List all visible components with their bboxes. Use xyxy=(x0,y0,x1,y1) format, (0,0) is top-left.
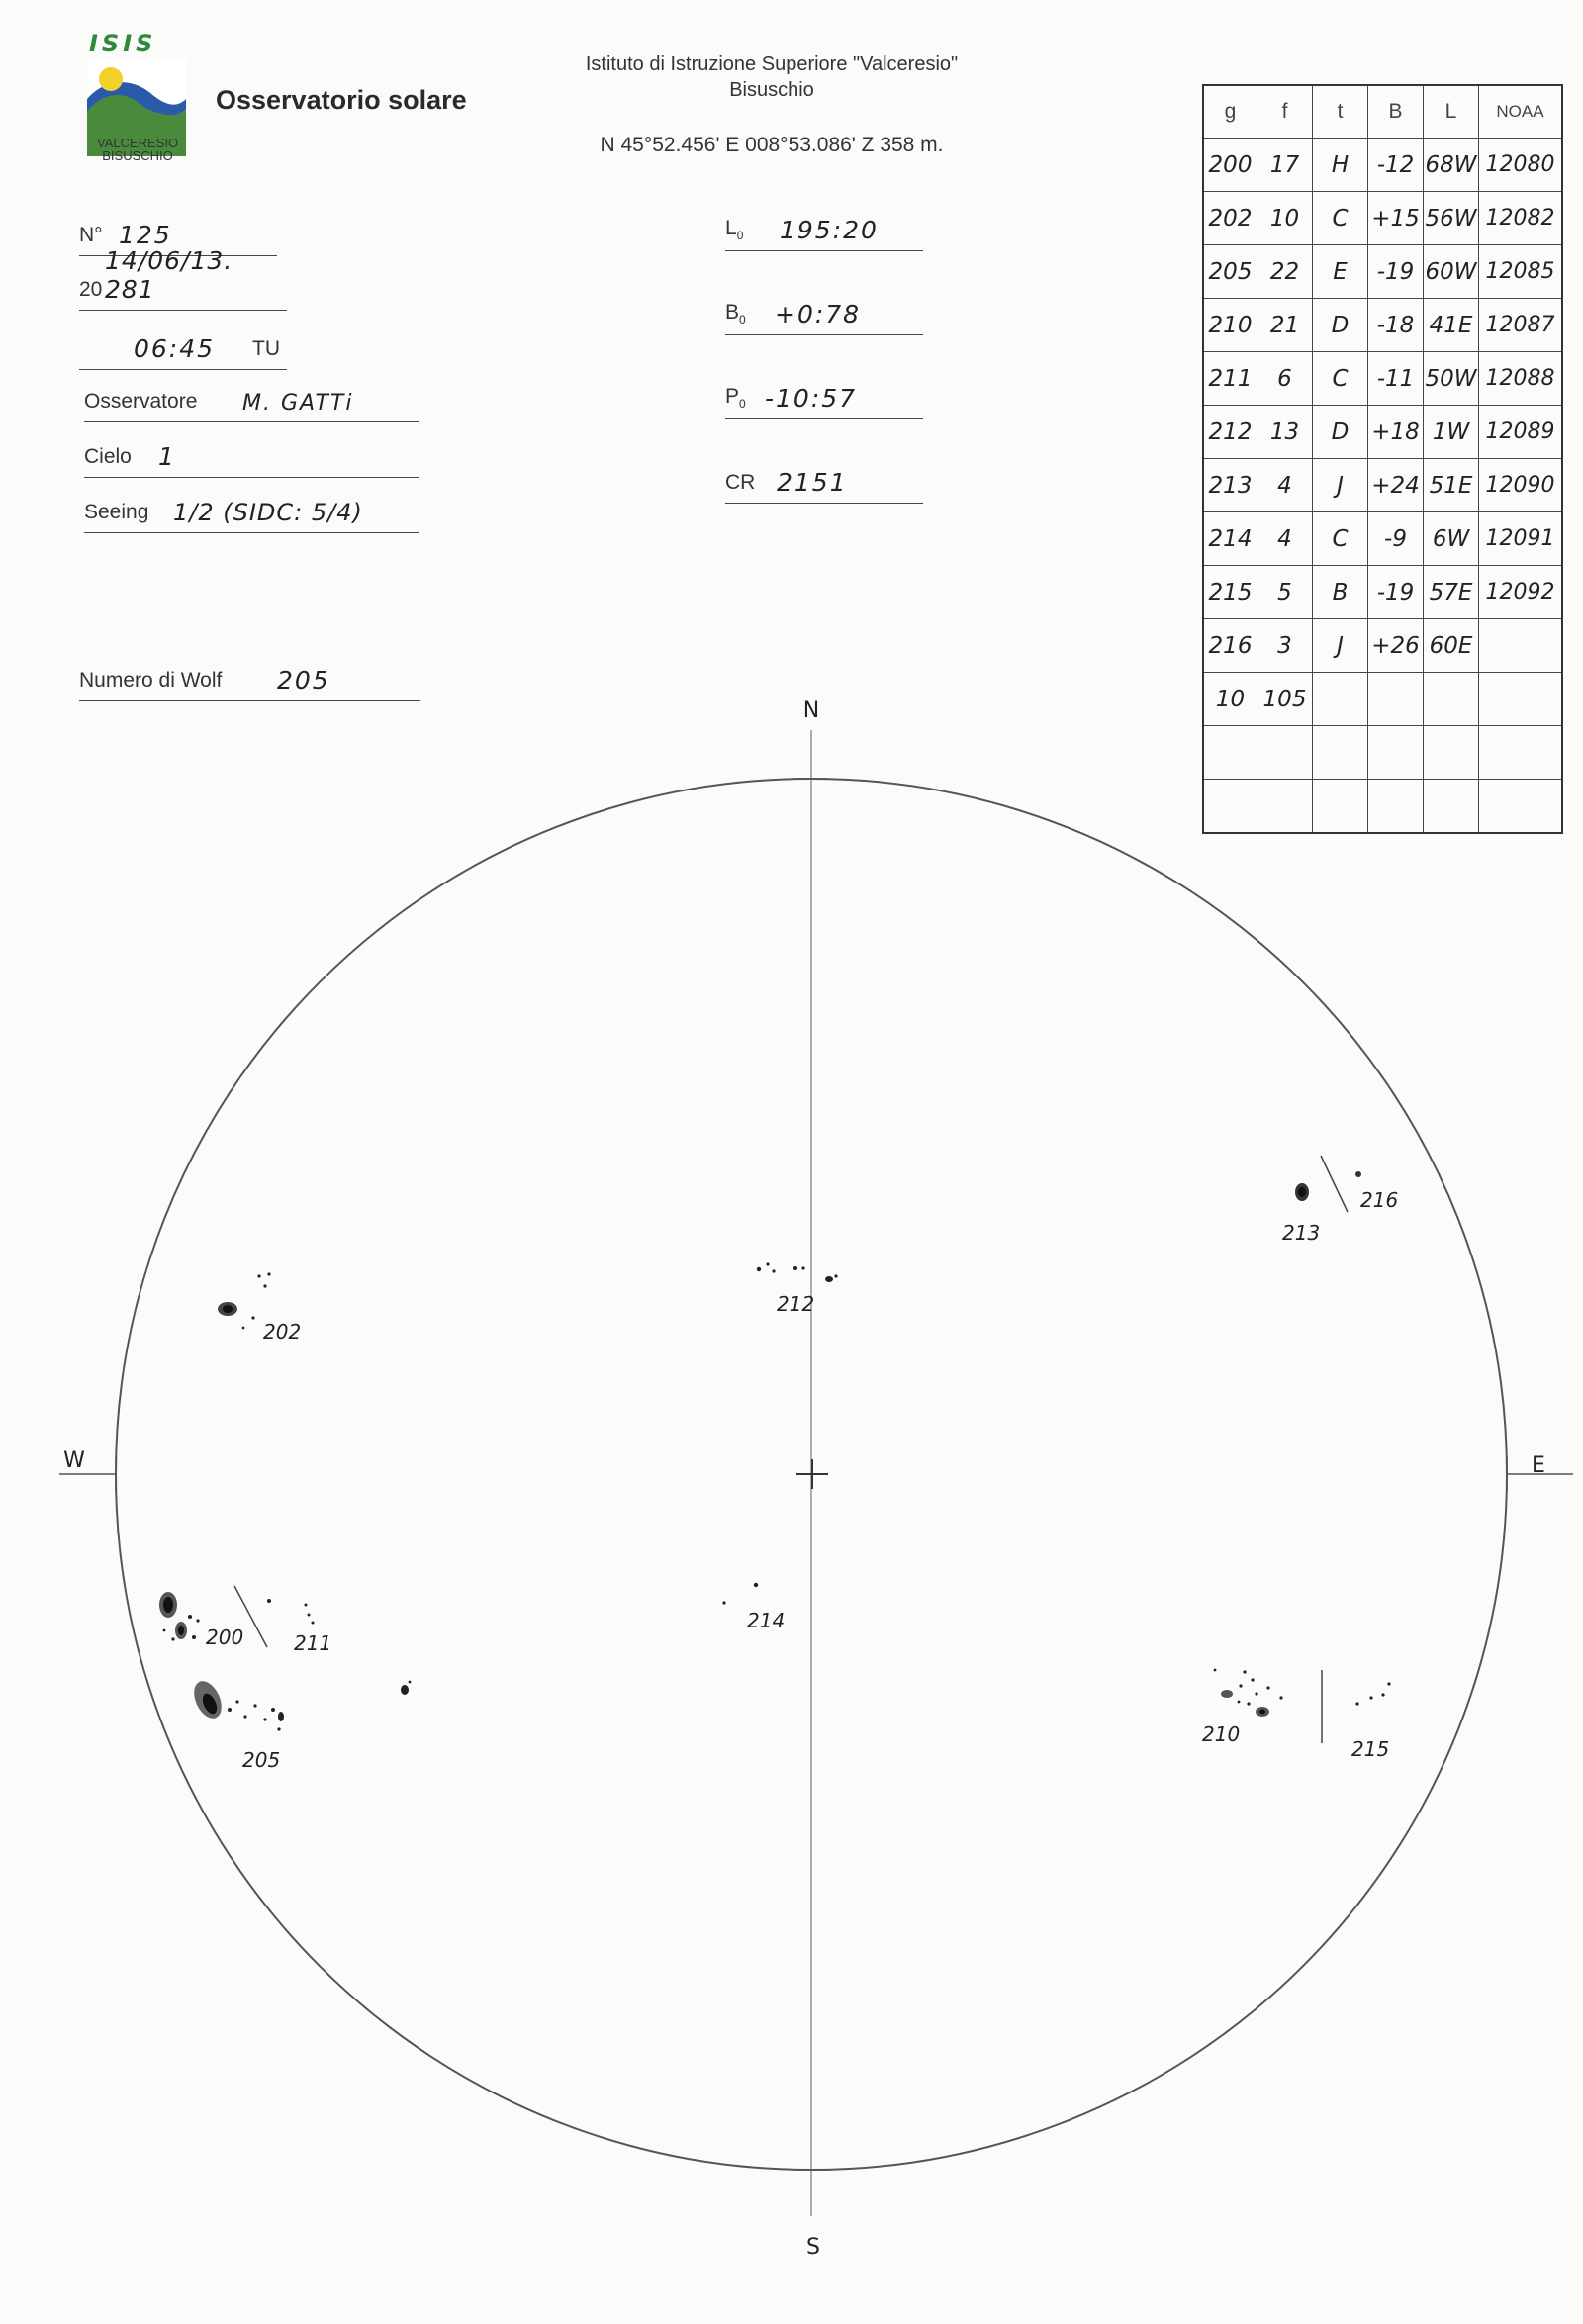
cell-l: 60W xyxy=(1424,245,1479,299)
cell-noaa: 12082 xyxy=(1479,192,1563,245)
cell-l: 51E xyxy=(1424,459,1479,512)
logo-sub-line1: VALCERESIO xyxy=(96,136,179,150)
east-label: E xyxy=(1532,1453,1545,1478)
wolf-value: 205 xyxy=(277,666,330,695)
cell-g: 202 xyxy=(1203,192,1257,245)
cell-f: 13 xyxy=(1257,406,1313,459)
header-g: g xyxy=(1203,85,1257,139)
label-205: 205 xyxy=(242,1748,281,1772)
south-label: S xyxy=(806,2235,820,2260)
cell-g: 200 xyxy=(1203,139,1257,192)
number-value: 125 xyxy=(119,221,172,249)
label-210: 210 xyxy=(1202,1722,1241,1746)
group-213-spots xyxy=(1295,1183,1309,1201)
date-prefix: 20 xyxy=(79,278,103,301)
cell-b: +15 xyxy=(1368,192,1424,245)
p0-label: $P_0$ xyxy=(725,384,746,411)
number-label: N° xyxy=(79,224,103,246)
cell-noaa: 12080 xyxy=(1479,139,1563,192)
label-212: 212 xyxy=(777,1292,815,1316)
header-noaa: NOAA xyxy=(1479,85,1563,139)
cell-f: 4 xyxy=(1257,512,1313,566)
observer-label: Osservatore xyxy=(84,390,198,413)
label-215: 215 xyxy=(1351,1737,1390,1761)
cell-g: 211 xyxy=(1203,352,1257,406)
cell-b: -19 xyxy=(1368,245,1424,299)
cr-label: CR xyxy=(725,471,756,494)
cell-noaa: 12091 xyxy=(1479,512,1563,566)
cell-noaa: 12088 xyxy=(1479,352,1563,406)
cell-t: D xyxy=(1313,406,1368,459)
l0-label: $L_0$ xyxy=(725,216,744,242)
institute-line2: Bisuschio xyxy=(729,79,814,101)
cell-t: J xyxy=(1313,619,1368,673)
cell-t: H xyxy=(1313,139,1368,192)
cell-t: E xyxy=(1313,245,1368,299)
seeing-value: 1/2 (SIDC: 5/4) xyxy=(173,499,363,526)
cell-b: +26 xyxy=(1368,619,1424,673)
sky-label: Cielo xyxy=(84,445,132,468)
cell-f: 17 xyxy=(1257,139,1313,192)
cell-t: C xyxy=(1313,352,1368,406)
cell-g: 10 xyxy=(1203,673,1257,726)
header-t: t xyxy=(1313,85,1368,139)
cell-b: -18 xyxy=(1368,299,1424,352)
cell-f: 21 xyxy=(1257,299,1313,352)
date-value: 14/06/13. 281 xyxy=(105,246,233,304)
cell-f: 6 xyxy=(1257,352,1313,406)
institute-line1: Istituto di Istruzione Superiore "Valceresio" xyxy=(585,53,959,75)
label-211: 211 xyxy=(294,1631,332,1655)
cell-l: 57E xyxy=(1424,566,1479,619)
cell-noaa: 12090 xyxy=(1479,459,1563,512)
label-216: 216 xyxy=(1360,1188,1399,1212)
label-202: 202 xyxy=(263,1320,302,1344)
cell-l: 60E xyxy=(1424,619,1479,673)
seeing-label: Seeing xyxy=(84,501,149,523)
cell-t: C xyxy=(1313,192,1368,245)
time-suffix: TU xyxy=(252,337,280,360)
cell-f: 5 xyxy=(1257,566,1313,619)
north-label: N xyxy=(802,698,820,723)
group-212-spots xyxy=(757,1262,838,1282)
cell-t: J xyxy=(1313,459,1368,512)
b0-value: +0:78 xyxy=(775,300,862,328)
label-214: 214 xyxy=(747,1609,786,1632)
cell-b: -11 xyxy=(1368,352,1424,406)
cell-g: 210 xyxy=(1203,299,1257,352)
b0-label: $B_0$ xyxy=(725,300,746,326)
cell-b: +24 xyxy=(1368,459,1424,512)
observer-value: M. GATTi xyxy=(242,391,354,416)
group-214-spots xyxy=(722,1583,758,1605)
cell-t: C xyxy=(1313,512,1368,566)
cell-l: 68W xyxy=(1424,139,1479,192)
cell-g: 205 xyxy=(1203,245,1257,299)
cell-f: 22 xyxy=(1257,245,1313,299)
cell-l: 41E xyxy=(1424,299,1479,352)
header-b: B xyxy=(1368,85,1424,139)
cell-l: 6W xyxy=(1424,512,1479,566)
cell-noaa: 12092 xyxy=(1479,566,1563,619)
p0-value: -10:57 xyxy=(765,384,858,413)
cell-f: 3 xyxy=(1257,619,1313,673)
logo-text: ISIS xyxy=(89,30,157,57)
west-label: W xyxy=(63,1448,85,1473)
cell-f: 105 xyxy=(1257,673,1313,726)
cell-l: 50W xyxy=(1424,352,1479,406)
cell-b: -12 xyxy=(1368,139,1424,192)
cell-l: 1W xyxy=(1424,406,1479,459)
wolf-label: Numero di Wolf xyxy=(79,669,223,692)
cell-f: 10 xyxy=(1257,192,1313,245)
cell-b: -19 xyxy=(1368,566,1424,619)
sky-value: 1 xyxy=(158,442,176,471)
cell-t: B xyxy=(1313,566,1368,619)
cell-g: 216 xyxy=(1203,619,1257,673)
cr-value: 2151 xyxy=(777,468,848,497)
cell-noaa: 12087 xyxy=(1479,299,1563,352)
cell-g: 215 xyxy=(1203,566,1257,619)
observatory-title: Osservatorio solare xyxy=(216,85,467,115)
cell-t: D xyxy=(1313,299,1368,352)
group-215-spots xyxy=(1322,1670,1391,1743)
l0-value: 195:20 xyxy=(780,216,879,244)
cell-l: 56W xyxy=(1424,192,1479,245)
header-l: L xyxy=(1424,85,1479,139)
header-f: f xyxy=(1257,85,1313,139)
cell-g: 212 xyxy=(1203,406,1257,459)
group-216-spots xyxy=(1321,1156,1361,1212)
cell-f: 4 xyxy=(1257,459,1313,512)
group-211-spots xyxy=(305,1604,315,1625)
cell-b: +18 xyxy=(1368,406,1424,459)
cell-noaa: 12085 xyxy=(1479,245,1563,299)
cell-g: 214 xyxy=(1203,512,1257,566)
cell-b: -9 xyxy=(1368,512,1424,566)
label-213: 213 xyxy=(1282,1221,1321,1245)
observatory-coordinates: N 45°52.456' E 008°53.086' Z 358 m. xyxy=(600,134,944,156)
group-205-spots xyxy=(189,1677,412,1731)
label-200: 200 xyxy=(206,1626,244,1649)
logo-sub-line2: BISUSCHIO xyxy=(102,148,173,163)
cell-noaa: 12089 xyxy=(1479,406,1563,459)
time-value: 06:45 xyxy=(134,334,216,363)
cell-g: 213 xyxy=(1203,459,1257,512)
group-210-spots xyxy=(1214,1669,1283,1717)
